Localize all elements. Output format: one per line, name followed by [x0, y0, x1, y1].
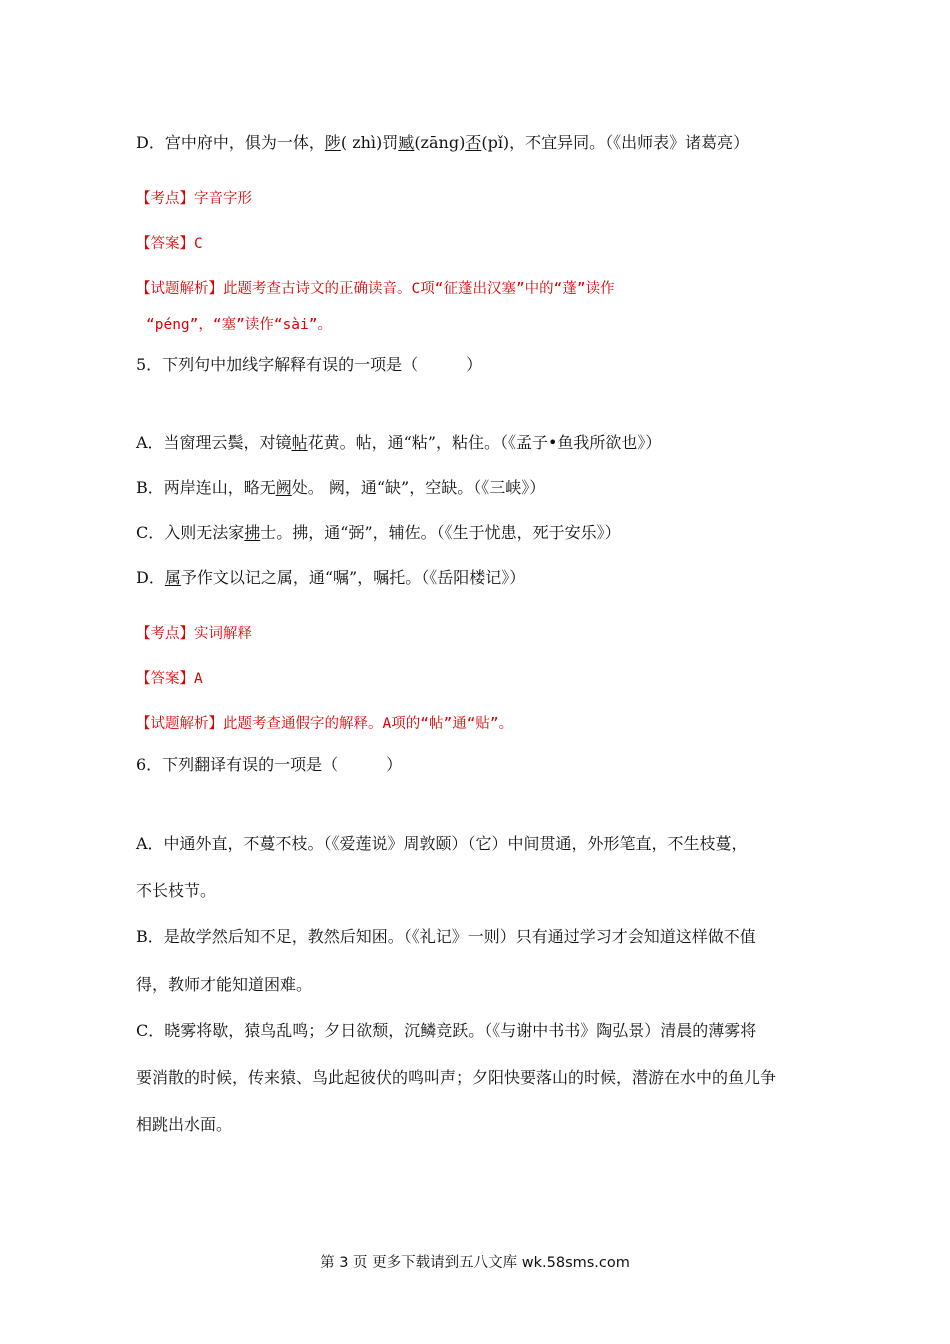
q6-option-a-line2: 不长枝节。 [136, 881, 217, 900]
q6-option-a-line1: A．中通外直，不蔓不枝。（《爱莲说》周敦颐）（它）中间贯通，外形笔直，不生枝蔓， [136, 834, 748, 853]
q5-option-c [136, 523, 621, 543]
q5-stem: 5．下列句中加线字解释有误的一项是（ ） [136, 355, 483, 374]
q5-answer [136, 669, 203, 689]
q5-explanation [136, 714, 513, 734]
option-text: 士。拂，通“弼”，辅佐。（《生于忧患，死于安乐》） [260, 523, 621, 542]
explain-tag: 【试题解析】 [136, 281, 223, 297]
q4-answer [136, 234, 203, 254]
explain-tag: 【试题解析】 [136, 716, 223, 732]
q6-option-b-line2: 得，教师才能知道困难。 [136, 975, 313, 994]
q4-kaodian [136, 189, 252, 209]
page-footer: 第 3 页 更多下载请到五八文库 wk.58sms.com [320, 1255, 630, 1271]
q4-explanation-line2 [146, 315, 332, 335]
q5-option-a [136, 433, 661, 453]
kaodian-text: 实词解释 [194, 626, 252, 642]
option-text: B．两岸连山，略无 [136, 478, 276, 497]
q5-kaodian [136, 624, 252, 644]
pinyin-note: ( zhì)罚 [340, 133, 399, 152]
q4-option-d-prefix: D．宫中府中，俱为一体， [136, 133, 325, 152]
underlined-word: 属 [164, 568, 181, 587]
q6-option-c-line3: 相跳出水面。 [136, 1115, 233, 1134]
option-text: 予作文以记之属，通“嘱”，嘱托。（《岳阳楼记》） [180, 568, 526, 587]
answer-text: A [194, 671, 203, 687]
underlined-word: 帖 [291, 433, 308, 452]
q6-stem: 6．下列翻译有误的一项是（ ） [136, 755, 403, 774]
q6-option-c-line2: 要消散的时候，传来猿、鸟此起彼伏的鸣叫声；夕阳快要落山的时候，潜游在水中的鱼儿争 [136, 1068, 777, 1087]
answer-text: C [194, 236, 203, 252]
option-text: 处。 阙，通“缺”，空缺。（《三峡》） [291, 478, 546, 497]
answer-tag: 【答案】 [136, 236, 194, 252]
option-text: D． [136, 568, 165, 587]
option-text: C．入则无法家 [136, 523, 245, 542]
underlined-word: 拂 [244, 523, 261, 542]
answer-tag: 【答案】 [136, 671, 194, 687]
kaodian-text: 字音字形 [194, 191, 252, 207]
kaodian-tag: 【考点】 [136, 191, 194, 207]
kaodian-tag: 【考点】 [136, 626, 194, 642]
explain-text: “péng”，“塞”读作“sài”。 [146, 317, 332, 333]
q4-explanation-line1 [136, 279, 615, 299]
q5-option-b [136, 478, 545, 498]
underlined-word: 阙 [275, 478, 292, 497]
option-text: A．当窗理云鬓，对镜 [136, 433, 292, 452]
underlined-word: 臧 [398, 133, 415, 152]
option-text: 花黄。帖，通“粘”，粘住。（《孟子•鱼我所欲也》） [307, 433, 662, 452]
q4-option-d [136, 133, 749, 153]
underlined-word: 陟 [324, 133, 341, 152]
q6-option-b-line1: B．是故学然后知不足，教然后知困。（《礼记》一则）只有通过学习才会知道这样做不值 [136, 927, 756, 946]
explain-text: 此题考查古诗文的正确读音。C项“征蓬出汉塞”中的“蓬”读作 [223, 281, 615, 297]
q5-option-d [136, 568, 525, 588]
explain-text: 此题考查通假字的解释。A项的“帖”通“贴”。 [223, 716, 514, 732]
underlined-word: 否 [465, 133, 482, 152]
pinyin-note: (zāng) [414, 133, 466, 152]
q6-option-c-line1: C．晓雾将歇，猿鸟乱鸣；夕日欲颓，沉鳞竞跃。（《与谢中书书》陶弘景）清晨的薄雾将 [136, 1021, 757, 1040]
pinyin-note: (pǐ)，不宜异同。（《出师表》诸葛亮） [481, 133, 750, 152]
